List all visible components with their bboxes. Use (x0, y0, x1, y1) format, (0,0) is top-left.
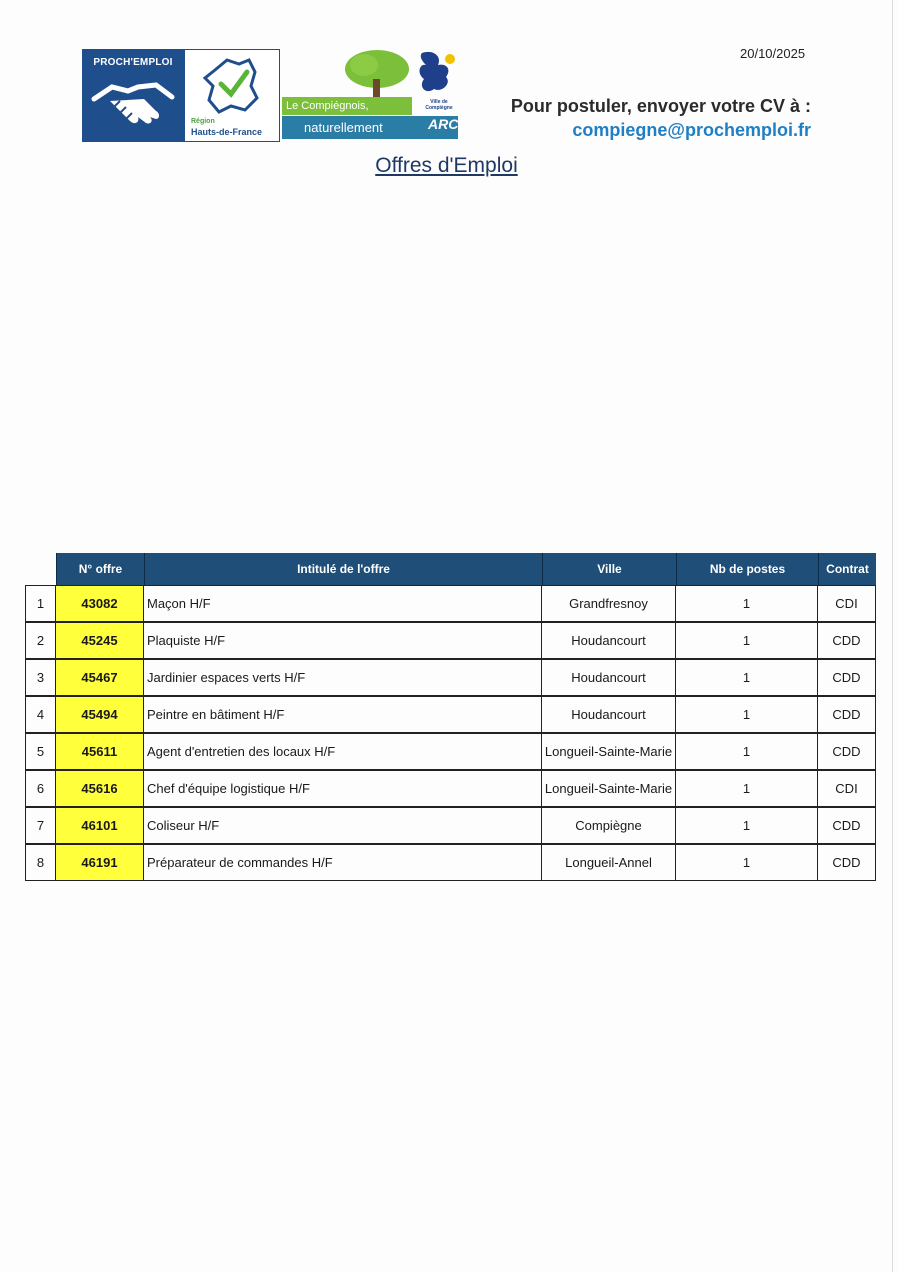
prochemploi-logo (82, 49, 184, 142)
table-row (26, 697, 876, 734)
cell-intitule: Maçon H/F (143, 585, 542, 622)
page-edge (892, 0, 893, 1272)
document-date: 20/10/2025 (740, 46, 806, 61)
compiegnois-logo (282, 49, 462, 141)
cell-intitule: Jardinier espaces verts H/F (143, 659, 542, 696)
table-row (26, 771, 876, 808)
apply-instructions: Pour postuler, envoyer votre CV à : (510, 96, 811, 116)
cell-postes: 1 (675, 585, 818, 622)
cell-idx: 5 (25, 733, 56, 770)
cell-postes: 1 (675, 733, 818, 770)
cell-intitule: Peintre en bâtiment H/F (143, 696, 542, 733)
arc-label: ARC (428, 116, 459, 132)
cell-idx: 6 (25, 770, 56, 807)
cell-intitule: Agent d'entretien des locaux H/F (143, 733, 542, 770)
cell-contrat: CDD (817, 807, 876, 844)
header-ville: Ville (542, 553, 676, 585)
apply-email-link[interactable]: compiegne@prochemploi.fr (572, 120, 811, 140)
cell-ville: Grandfresnoy (541, 585, 676, 622)
region-label: Région (191, 118, 215, 125)
cell-intitule: Préparateur de commandes H/F (143, 844, 542, 881)
table-row (26, 734, 876, 771)
cell-numero: 45245 (55, 622, 144, 659)
header-contrat: Contrat (818, 553, 876, 585)
table-row (26, 845, 876, 882)
page-title: Offres d'Emploi (375, 154, 518, 177)
cell-ville: Houdancourt (541, 659, 676, 696)
cell-numero: 45494 (55, 696, 144, 733)
page-title-wrap (0, 154, 893, 178)
ville-label: Ville de Compiègne (425, 99, 453, 111)
prochemploi-brand: PROCH'EMPLOI (93, 57, 173, 68)
cell-contrat: CDD (817, 659, 876, 696)
cell-contrat: CDD (817, 622, 876, 659)
cell-postes: 1 (675, 807, 818, 844)
cell-ville: Houdancourt (541, 696, 676, 733)
cell-intitule: Plaquiste H/F (143, 622, 542, 659)
cell-contrat: CDI (817, 770, 876, 807)
cell-idx: 7 (25, 807, 56, 844)
cell-intitule: Coliseur H/F (143, 807, 542, 844)
header-postes: Nb de postes (676, 553, 818, 585)
header-intitule: Intitulé de l'offre (144, 553, 542, 585)
lion-crest-icon (412, 49, 458, 97)
cell-contrat: CDD (817, 844, 876, 881)
cell-ville: Longueil-Sainte-Marie (541, 770, 676, 807)
cell-numero: 45611 (55, 733, 144, 770)
cell-idx: 8 (25, 844, 56, 881)
naturellement-band: naturellement (282, 116, 458, 139)
cell-postes: 1 (675, 622, 818, 659)
cell-ville: Houdancourt (541, 622, 676, 659)
compiegnois-tagline: Le Compiégnois, (282, 97, 412, 115)
cell-idx: 2 (25, 622, 56, 659)
cell-ville: Longueil-Annel (541, 844, 676, 881)
tree-icon (342, 49, 412, 101)
cell-numero: 46191 (55, 844, 144, 881)
cell-contrat: CDD (817, 733, 876, 770)
handshake-icon (90, 77, 176, 137)
region-map-icon (201, 56, 263, 116)
cell-ville: Compiègne (541, 807, 676, 844)
cell-postes: 1 (675, 844, 818, 881)
region-logo (184, 49, 280, 142)
cell-idx: 4 (25, 696, 56, 733)
cell-numero: 46101 (55, 807, 144, 844)
cell-numero: 45467 (55, 659, 144, 696)
region-name: Hauts-de-France (191, 127, 263, 137)
table-row (26, 623, 876, 660)
cell-intitule: Chef d'équipe logistique H/F (143, 770, 542, 807)
cell-postes: 1 (675, 770, 818, 807)
cell-ville: Longueil-Sainte-Marie (541, 733, 676, 770)
cell-contrat: CDI (817, 585, 876, 622)
cell-idx: 3 (25, 659, 56, 696)
table-row (26, 660, 876, 697)
cell-contrat: CDD (817, 696, 876, 733)
cell-postes: 1 (675, 696, 818, 733)
table-row (26, 586, 876, 623)
table-row (26, 808, 876, 845)
header-numero: N° offre (56, 553, 144, 585)
cell-postes: 1 (675, 659, 818, 696)
cell-idx: 1 (25, 585, 56, 622)
cell-numero: 45616 (55, 770, 144, 807)
cell-numero: 43082 (55, 585, 144, 622)
